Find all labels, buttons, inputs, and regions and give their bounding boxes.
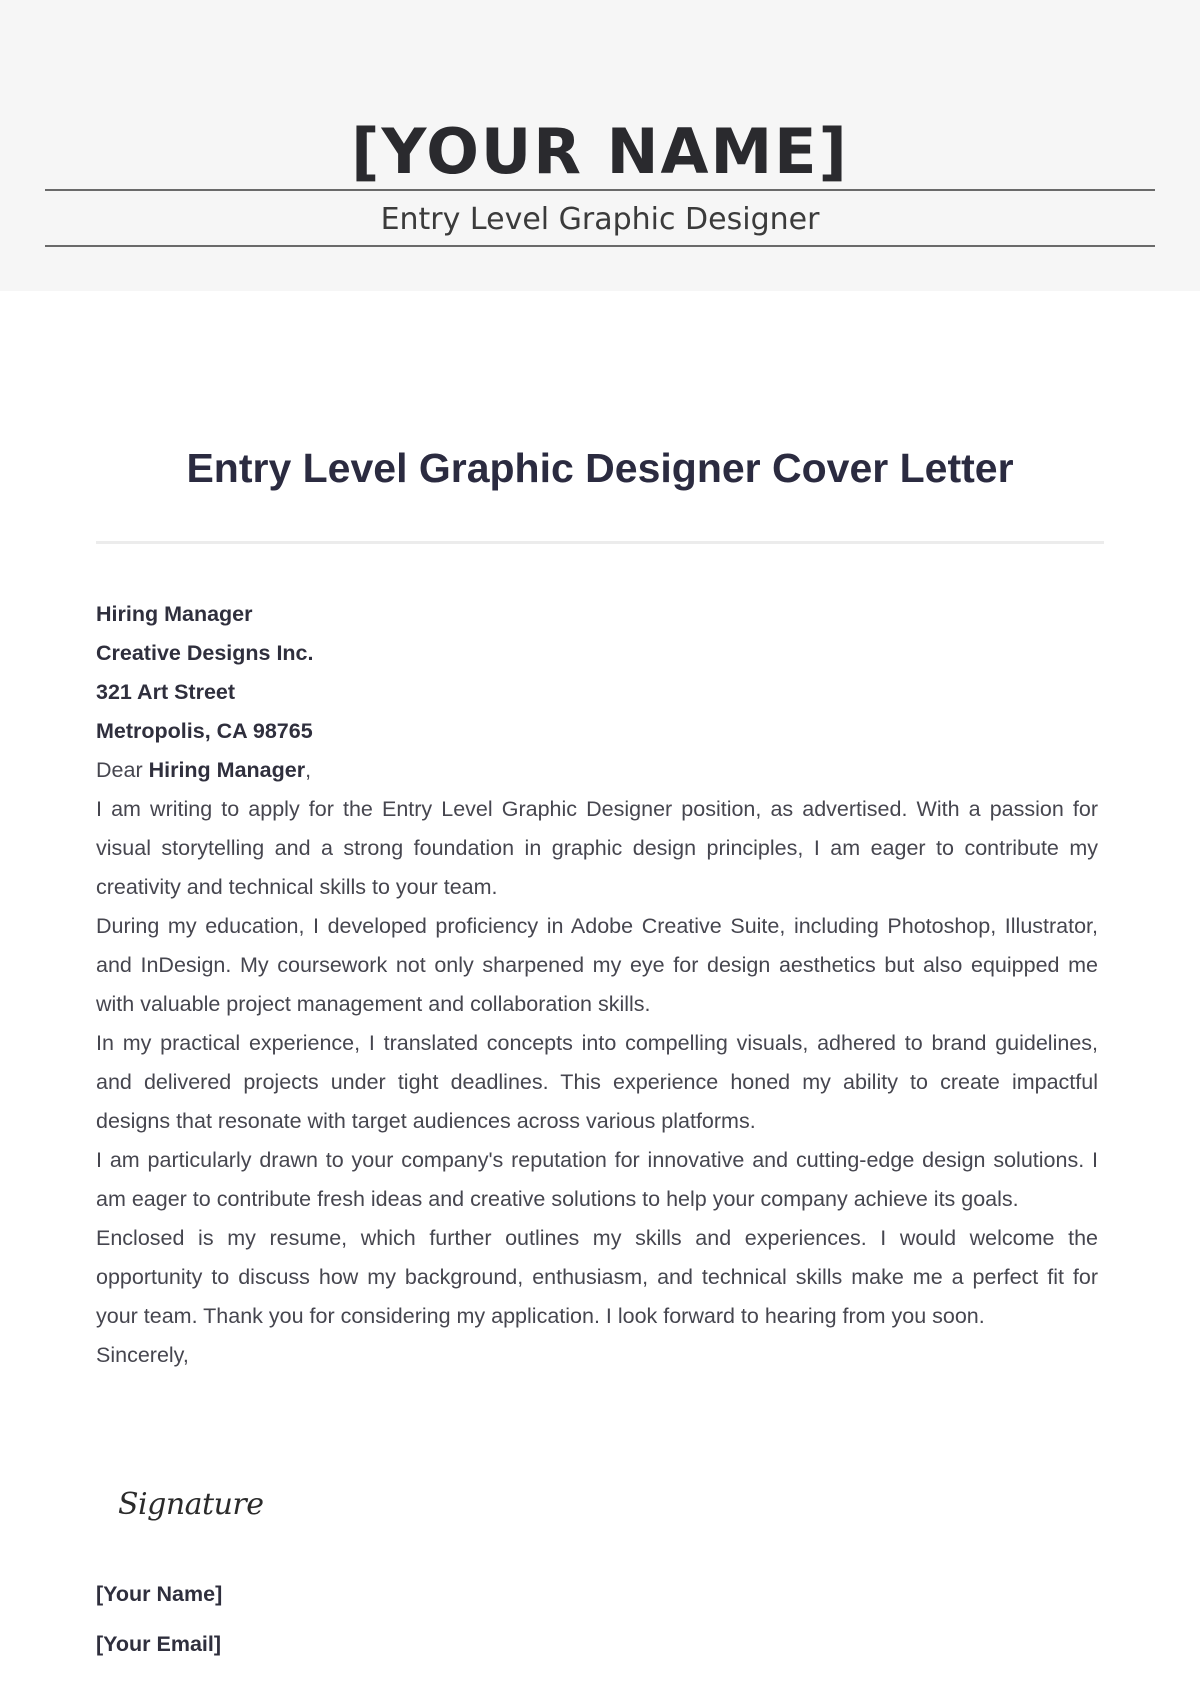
greeting xyxy=(96,751,1098,790)
greeting-prefix: Dear xyxy=(96,758,149,782)
header-rule-bottom xyxy=(45,245,1155,247)
recipient-street: 321 Art Street xyxy=(96,680,236,704)
letterhead xyxy=(0,0,1200,291)
recipient-company: Creative Designs Inc. xyxy=(96,641,314,665)
body-paragraph-1: I am writing to apply for the Entry Level Graphic Designer position, as advertised. With a passion for visual storytelling and a strong foundation in graphic design principles, I am eager to contribute my creativity and technical skills to your team. xyxy=(96,797,1098,899)
signer-email: [Your Email] xyxy=(96,1632,222,1656)
signer-name: [Your Name] xyxy=(96,1582,223,1606)
header-rule-top xyxy=(45,189,1155,191)
valediction: Sincerely, xyxy=(96,1343,189,1367)
greeting-suffix: , xyxy=(305,758,312,782)
recipient-city: Metropolis, CA 98765 xyxy=(96,719,313,743)
applicant-role: Entry Level Graphic Designer xyxy=(380,202,820,237)
applicant-name: [YOUR NAME] xyxy=(351,115,849,188)
body-paragraph-4: I am particularly drawn to your company's reputation for innovative and cutting-edge design solutions. I am eager to contribute fresh ideas and creative solutions to help your company achieve its goals. xyxy=(96,1148,1098,1211)
document-title: Entry Level Graphic Designer Cover Letter xyxy=(186,445,1014,491)
title-divider xyxy=(96,541,1104,544)
body-paragraph-5: Enclosed is my resume, which further outlines my skills and experiences. I would welcome the opportunity to discuss how my background, enthusiasm, and technical skills make me a perfect fit for your team. Thank you for considering my application. I look forward to hearing from you soon. xyxy=(96,1226,1098,1328)
signature: Signature xyxy=(118,1487,264,1522)
recipient-title: Hiring Manager xyxy=(96,602,253,626)
letter-body xyxy=(96,595,1098,1375)
greeting-name: Hiring Manager xyxy=(148,758,306,782)
body-paragraph-2: During my education, I developed proficiency in Adobe Creative Suite, including Photoshop, Illustrator, and InDesign. My coursework not only sharpened my eye for design aesthetics but also equipped me with valuable project management and collaboration skills. xyxy=(96,914,1098,1016)
body-paragraph-3: In my practical experience, I translated concepts into compelling visuals, adhered to brand guidelines, and delivered projects under tight deadlines. This experience honed my ability to create impactful designs that resonate with target audiences across various platforms. xyxy=(96,1031,1098,1133)
